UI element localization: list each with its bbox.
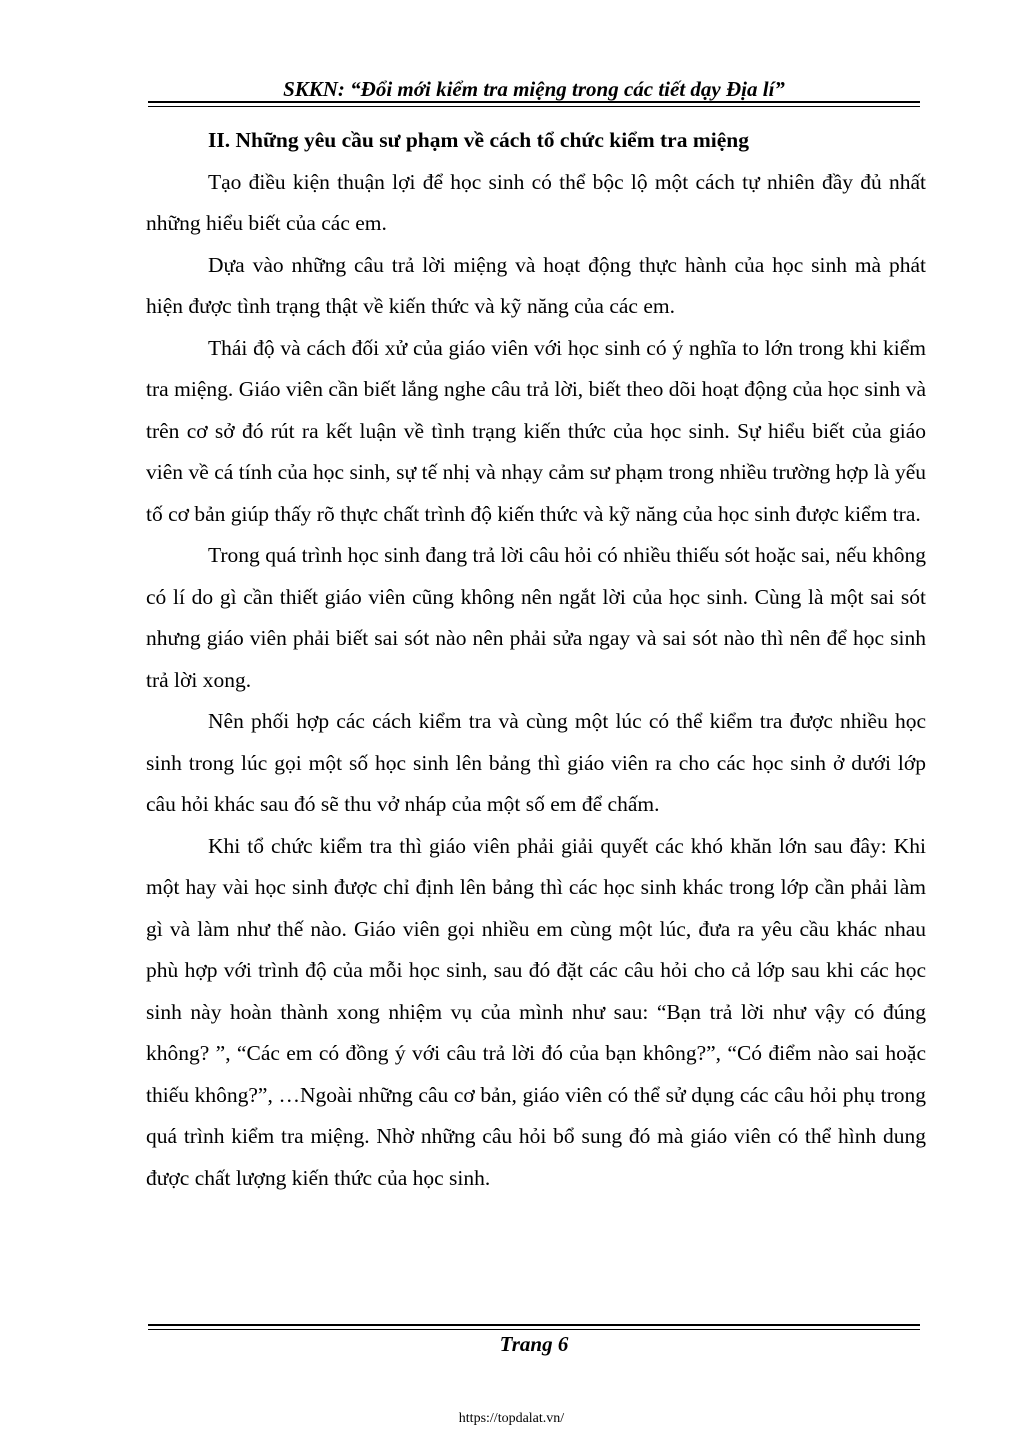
paragraph: Dựa vào những câu trả lời miệng và hoạt động thực hành của học sinh mà phát hiện được tình trạng thật về kiến thức và kỹ năng của các em.	[146, 252, 926, 318]
paragraph: Trong quá trình học sinh đang trả lời câu hỏi có nhiều thiếu sót hoặc sai, nếu không có lí do gì cần thiết giáo viên cũng không nên ngắt lời của học sinh. Cùng là một sai sót nhưng giáo viên phải biết sai sót nào nên phải sửa ngay và sai sót nào thì nên để học sinh trả lời xong.	[146, 543, 926, 692]
source-url-link[interactable]: https://topdalat.vn/	[458, 1411, 565, 1426]
document-body	[146, 120, 926, 1199]
page-header-title: SKKN: “Đổi mới kiểm tra miệng trong các tiết dạy Địa lí”	[283, 77, 785, 101]
paragraph: Thái độ và cách đối xử của giáo viên với học sinh có ý nghĩa to lớn trong khi kiểm tra miệng. Giáo viên cần biết lắng nghe câu trả lời, biết theo dõi hoạt động của học sinh và trên cơ sở đó rút ra kết luận về tình trạng kiến thức của học sinh. Sự hiểu biết của giáo viên về cá tính của học sinh, sự tế nhị và nhạy cảm sư phạm trong nhiều trường hợp là yếu tố cơ bản giúp thấy rõ thực chất trình độ kiến thức và kỹ năng của học sinh được kiểm tra.	[146, 335, 926, 526]
header-divider	[148, 101, 920, 107]
section-heading: II. Những yêu cầu sư phạm về cách tổ chức kiểm tra miệng	[208, 128, 749, 152]
page-number: Trang 6	[499, 1332, 569, 1356]
paragraph: Khi tổ chức kiểm tra thì giáo viên phải giải quyết các khó khăn lớn sau đây: Khi một hay vài học sinh được chỉ định lên bảng thì các học sinh khác trong lớp cần phải làm gì và làm như thế nào. Giáo viên gọi nhiều em cùng một lúc, đưa ra yêu cầu khác nhau phù hợp với trình độ của mỗi học sinh, sau đó đặt các câu hỏi cho cả lớp sau khi các học sinh này hoàn thành xong nhiệm vụ của mình như sau: “Bạn trả lời như vậy có đúng không? ”, “Các em có đồng ý với câu trả lời đó của bạn không?”, “Có điểm nào sai hoặc thiếu không?”, …Ngoài những câu cơ bản, giáo viên có thể sử dụng các câu hỏi phụ trong quá trình kiểm tra miệng. Nhờ những câu hỏi bổ sung đó mà giáo viên có thể hình dung được chất lượng kiến thức của học sinh.	[146, 833, 926, 1190]
paragraph: Nên phối hợp các cách kiểm tra và cùng một lúc có thể kiểm tra được nhiều học sinh trong lúc gọi một số học sinh lên bảng thì giáo viên ra cho các học sinh ở dưới lớp câu hỏi khác sau đó sẽ thu vở nháp của một số em để chấm.	[146, 709, 926, 816]
paragraph: Tạo điều kiện thuận lợi để học sinh có thể bộc lộ một cách tự nhiên đầy đủ nhất những hiểu biết của các em.	[146, 169, 926, 235]
